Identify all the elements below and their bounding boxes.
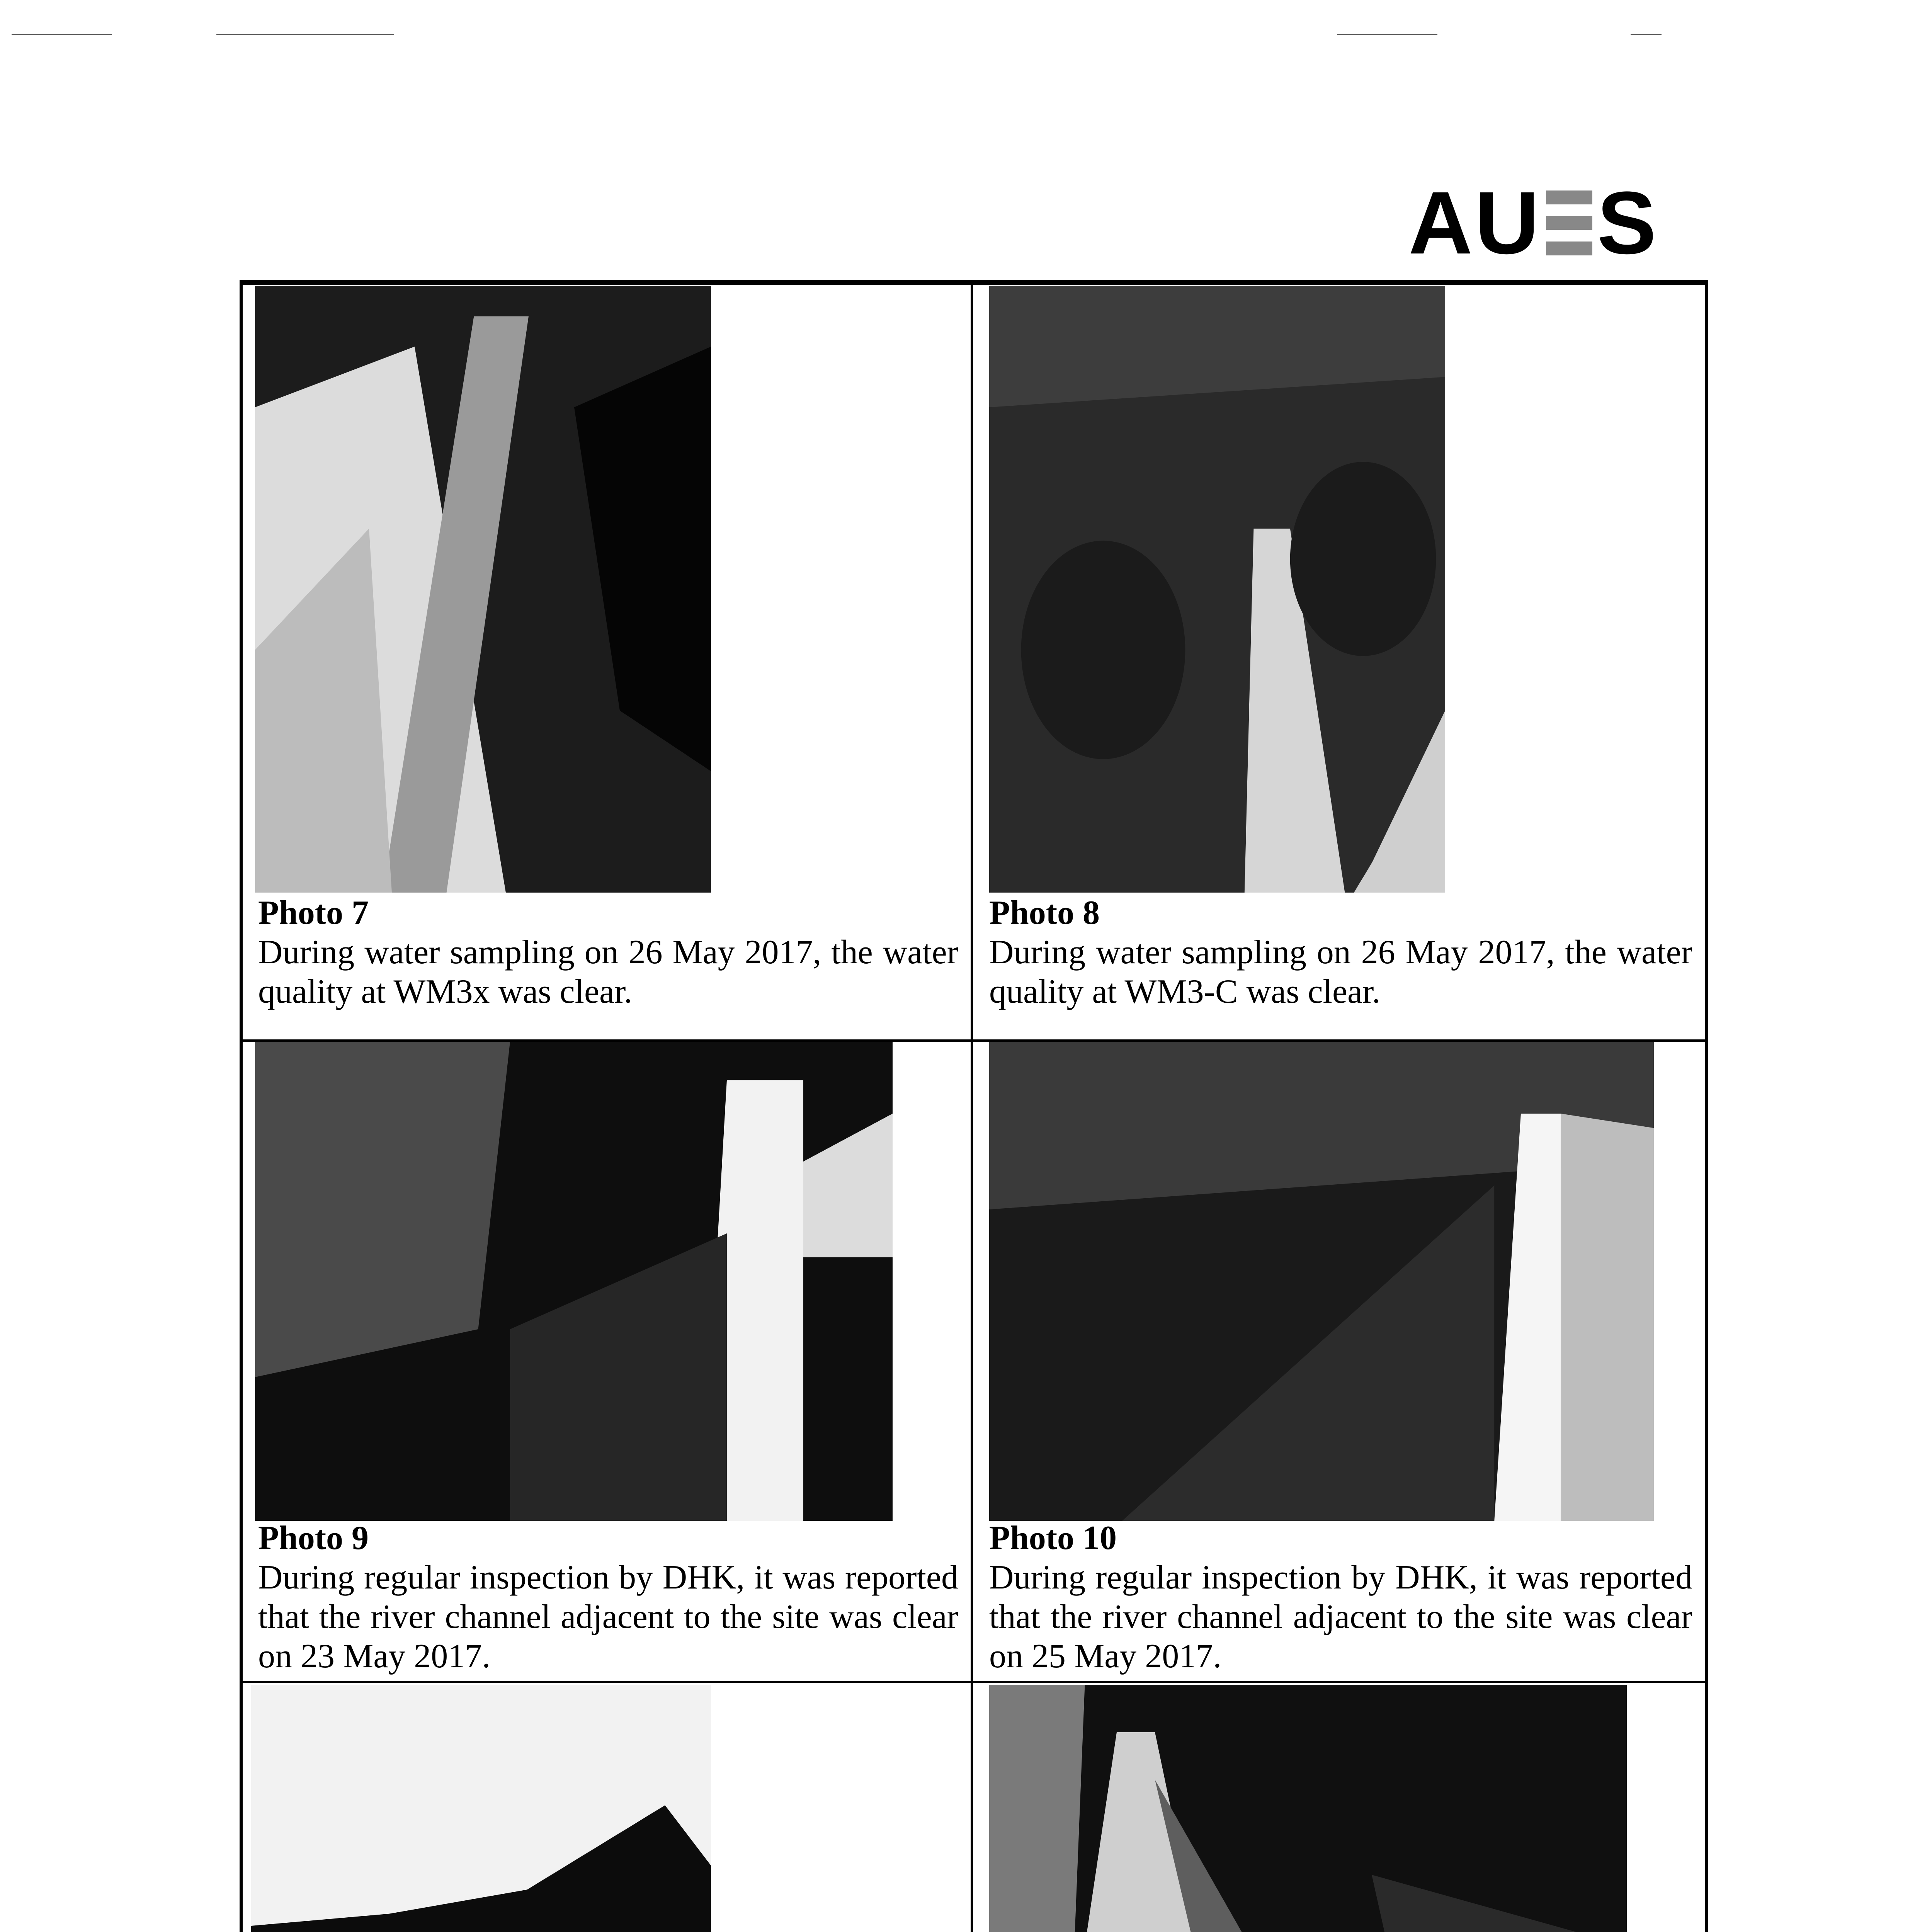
photo-10-description: During regular inspection by DHK, it was reported that the river channel adjacent to the site was clear on 25 May 2017. bbox=[989, 1559, 1692, 1675]
photo-8-caption bbox=[989, 893, 1692, 1012]
logo-text-right: S bbox=[1597, 173, 1659, 272]
table-row-divider bbox=[243, 1681, 1705, 1683]
photo-12-image bbox=[989, 1685, 1627, 1932]
photo-10-image bbox=[989, 1042, 1654, 1521]
photo-8-image bbox=[989, 286, 1445, 893]
table-column-divider bbox=[971, 285, 973, 1932]
photo-7-description: During water sampling on 26 May 2017, the water quality at WM3x was clear. bbox=[258, 934, 958, 1010]
scan-artifact-line bbox=[1337, 34, 1437, 35]
logo-text-left: AU bbox=[1408, 173, 1542, 272]
photo-7-image bbox=[255, 286, 711, 893]
photo-9-label: Photo 9 bbox=[258, 1519, 369, 1557]
photo-8-label: Photo 8 bbox=[989, 894, 1100, 932]
scan-artifact-line bbox=[12, 34, 112, 35]
photo-9-description: During regular inspection by DHK, it was reported that the river channel adjacent to the site was clear on 23 May 2017. bbox=[258, 1559, 958, 1675]
logo-e-mark bbox=[1546, 190, 1592, 255]
photo-8-description: During water sampling on 26 May 2017, the water quality at WM3-C was clear. bbox=[989, 934, 1692, 1010]
aues-logo bbox=[1408, 173, 1659, 272]
photo-10-label: Photo 10 bbox=[989, 1519, 1117, 1557]
photo-9-image bbox=[255, 1042, 893, 1521]
scan-artifact-line bbox=[1631, 34, 1662, 35]
photo-9-caption bbox=[258, 1519, 958, 1676]
photo-10-caption bbox=[989, 1519, 1692, 1676]
photo-7-label: Photo 7 bbox=[258, 894, 369, 932]
scan-artifact-line bbox=[216, 34, 394, 35]
photo-7-caption bbox=[258, 893, 958, 1012]
photo-11-image bbox=[251, 1685, 711, 1932]
